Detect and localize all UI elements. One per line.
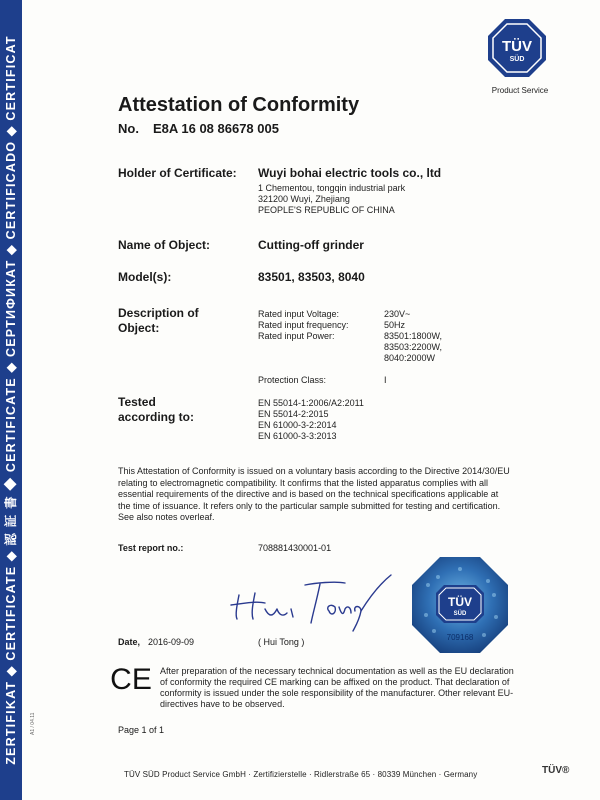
- spec-value: I: [384, 375, 387, 385]
- standard-item: EN 55014-1:2006/A2:2011: [258, 398, 364, 408]
- tuv-sud-logo: [487, 18, 547, 78]
- spec-key: [258, 353, 349, 364]
- ce-mark-icon: [110, 663, 152, 693]
- form-code: A1 / 04.11: [30, 712, 36, 735]
- certificate-number-label: No.: [118, 121, 139, 136]
- holder-address: [258, 183, 405, 216]
- description-label-line: Object:: [118, 321, 160, 335]
- certificate-number: [118, 121, 279, 136]
- description-keys: [258, 309, 349, 386]
- logo-caption: Product Service: [491, 86, 549, 95]
- hologram-text-bottom: SÜD: [453, 611, 467, 617]
- ce-mark-text: CE: [110, 663, 152, 693]
- spec-value: 83503:2200W,: [384, 342, 443, 352]
- spec-key: Rated input frequency:: [258, 320, 349, 330]
- logo-text-bottom: SÜD: [509, 56, 525, 63]
- description-values: [384, 309, 442, 386]
- spec-value: 50Hz: [384, 320, 406, 330]
- test-report-label: Test report no.:: [118, 543, 184, 553]
- attestation-statement: This Attestation of Conformity is issued on a voluntary basis according to the Directive 2014/30/EU relating to electromagnetic compatibility. It confirms that the listed apparatus complies with all essential requirements of the directive and is based on the technical specifications applicable at the time of issuance. It refers only to the particular sample submitted for testing and certification. See also notes overleaf.: [118, 466, 510, 522]
- holder-name: Wuyi bohai electric tools co., ltd: [258, 166, 442, 180]
- spec-key: [258, 364, 349, 375]
- footer-address: TÜV SÜD Product Service GmbH · Zertifizierstelle · Ridlerstraße 65 · 80339 München · Germany: [124, 770, 478, 779]
- handwritten-signature: [225, 565, 395, 635]
- description-label-line: Description of: [118, 306, 199, 320]
- spec-value: 230V~: [384, 309, 411, 319]
- signer-name: ( Hui Tong ): [258, 637, 305, 647]
- document-title: Attestation of Conformity: [118, 94, 360, 116]
- spec-key: Rated input Power:: [258, 331, 335, 341]
- tested-label-line: according to:: [118, 410, 195, 424]
- page-number: Page 1 of 1: [118, 725, 165, 735]
- logo-text-top: TÜV: [502, 38, 532, 55]
- spec-value: 8040:2000W: [384, 353, 436, 363]
- spec-key: [258, 342, 349, 353]
- tested-label-line: Tested: [118, 395, 156, 409]
- models-label: Model(s):: [118, 270, 172, 284]
- spec-value: 83501:1800W,: [384, 331, 443, 341]
- ce-statement: After preparation of the necessary technical documentation as well as the EU declaration of conformity the required CE marking can be affixed on the product. That declaration of conformity is issued under the sole responsibility of the manufacturer. Other relevant EU-directives have to be observed.: [160, 666, 514, 709]
- address-line: PEOPLE'S REPUBLIC OF CHINA: [258, 205, 395, 215]
- object-label: Name of Object:: [118, 238, 211, 252]
- standard-item: EN 61000-3-2:2014: [258, 420, 337, 430]
- address-line: 1 Chementou, tongqin industrial park: [258, 183, 406, 193]
- models-value: 83501, 83503, 8040: [258, 270, 365, 284]
- standards-list: [258, 398, 364, 442]
- hologram-number: 709168: [446, 633, 474, 642]
- tested-label: [118, 395, 194, 425]
- date-label: Date,: [118, 637, 141, 647]
- description-label: [118, 306, 199, 336]
- object-value: Cutting-off grinder: [258, 238, 364, 252]
- certificate-side-band: [0, 0, 22, 800]
- standard-item: EN 55014-2:2015: [258, 409, 329, 419]
- spec-key: Protection Class:: [258, 375, 327, 385]
- date-value: 2016-09-09: [148, 637, 195, 647]
- footer-logo: TÜV®: [542, 765, 570, 776]
- test-report-value: 708881430001-01: [258, 543, 332, 553]
- hologram-text-top: TÜV: [448, 595, 472, 609]
- side-band-text: ZERTIFIKAT ◆ CERTIFICATE ◆ 認 証 書 ◆ CERTIFICATE ◆ CЕРТИФИКАТ ◆ CERTIFICADO ◆ CERTIFICAT: [4, 35, 18, 765]
- certificate-number-value: E8A 16 08 86678 005: [152, 121, 279, 136]
- holder-label: Holder of Certificate:: [118, 166, 237, 180]
- address-line: 321200 Wuyi, Zhejiang: [258, 194, 350, 204]
- standard-item: EN 61000-3-3:2013: [258, 431, 337, 441]
- spec-value: [384, 364, 442, 375]
- spec-key: Rated input Voltage:: [258, 309, 340, 319]
